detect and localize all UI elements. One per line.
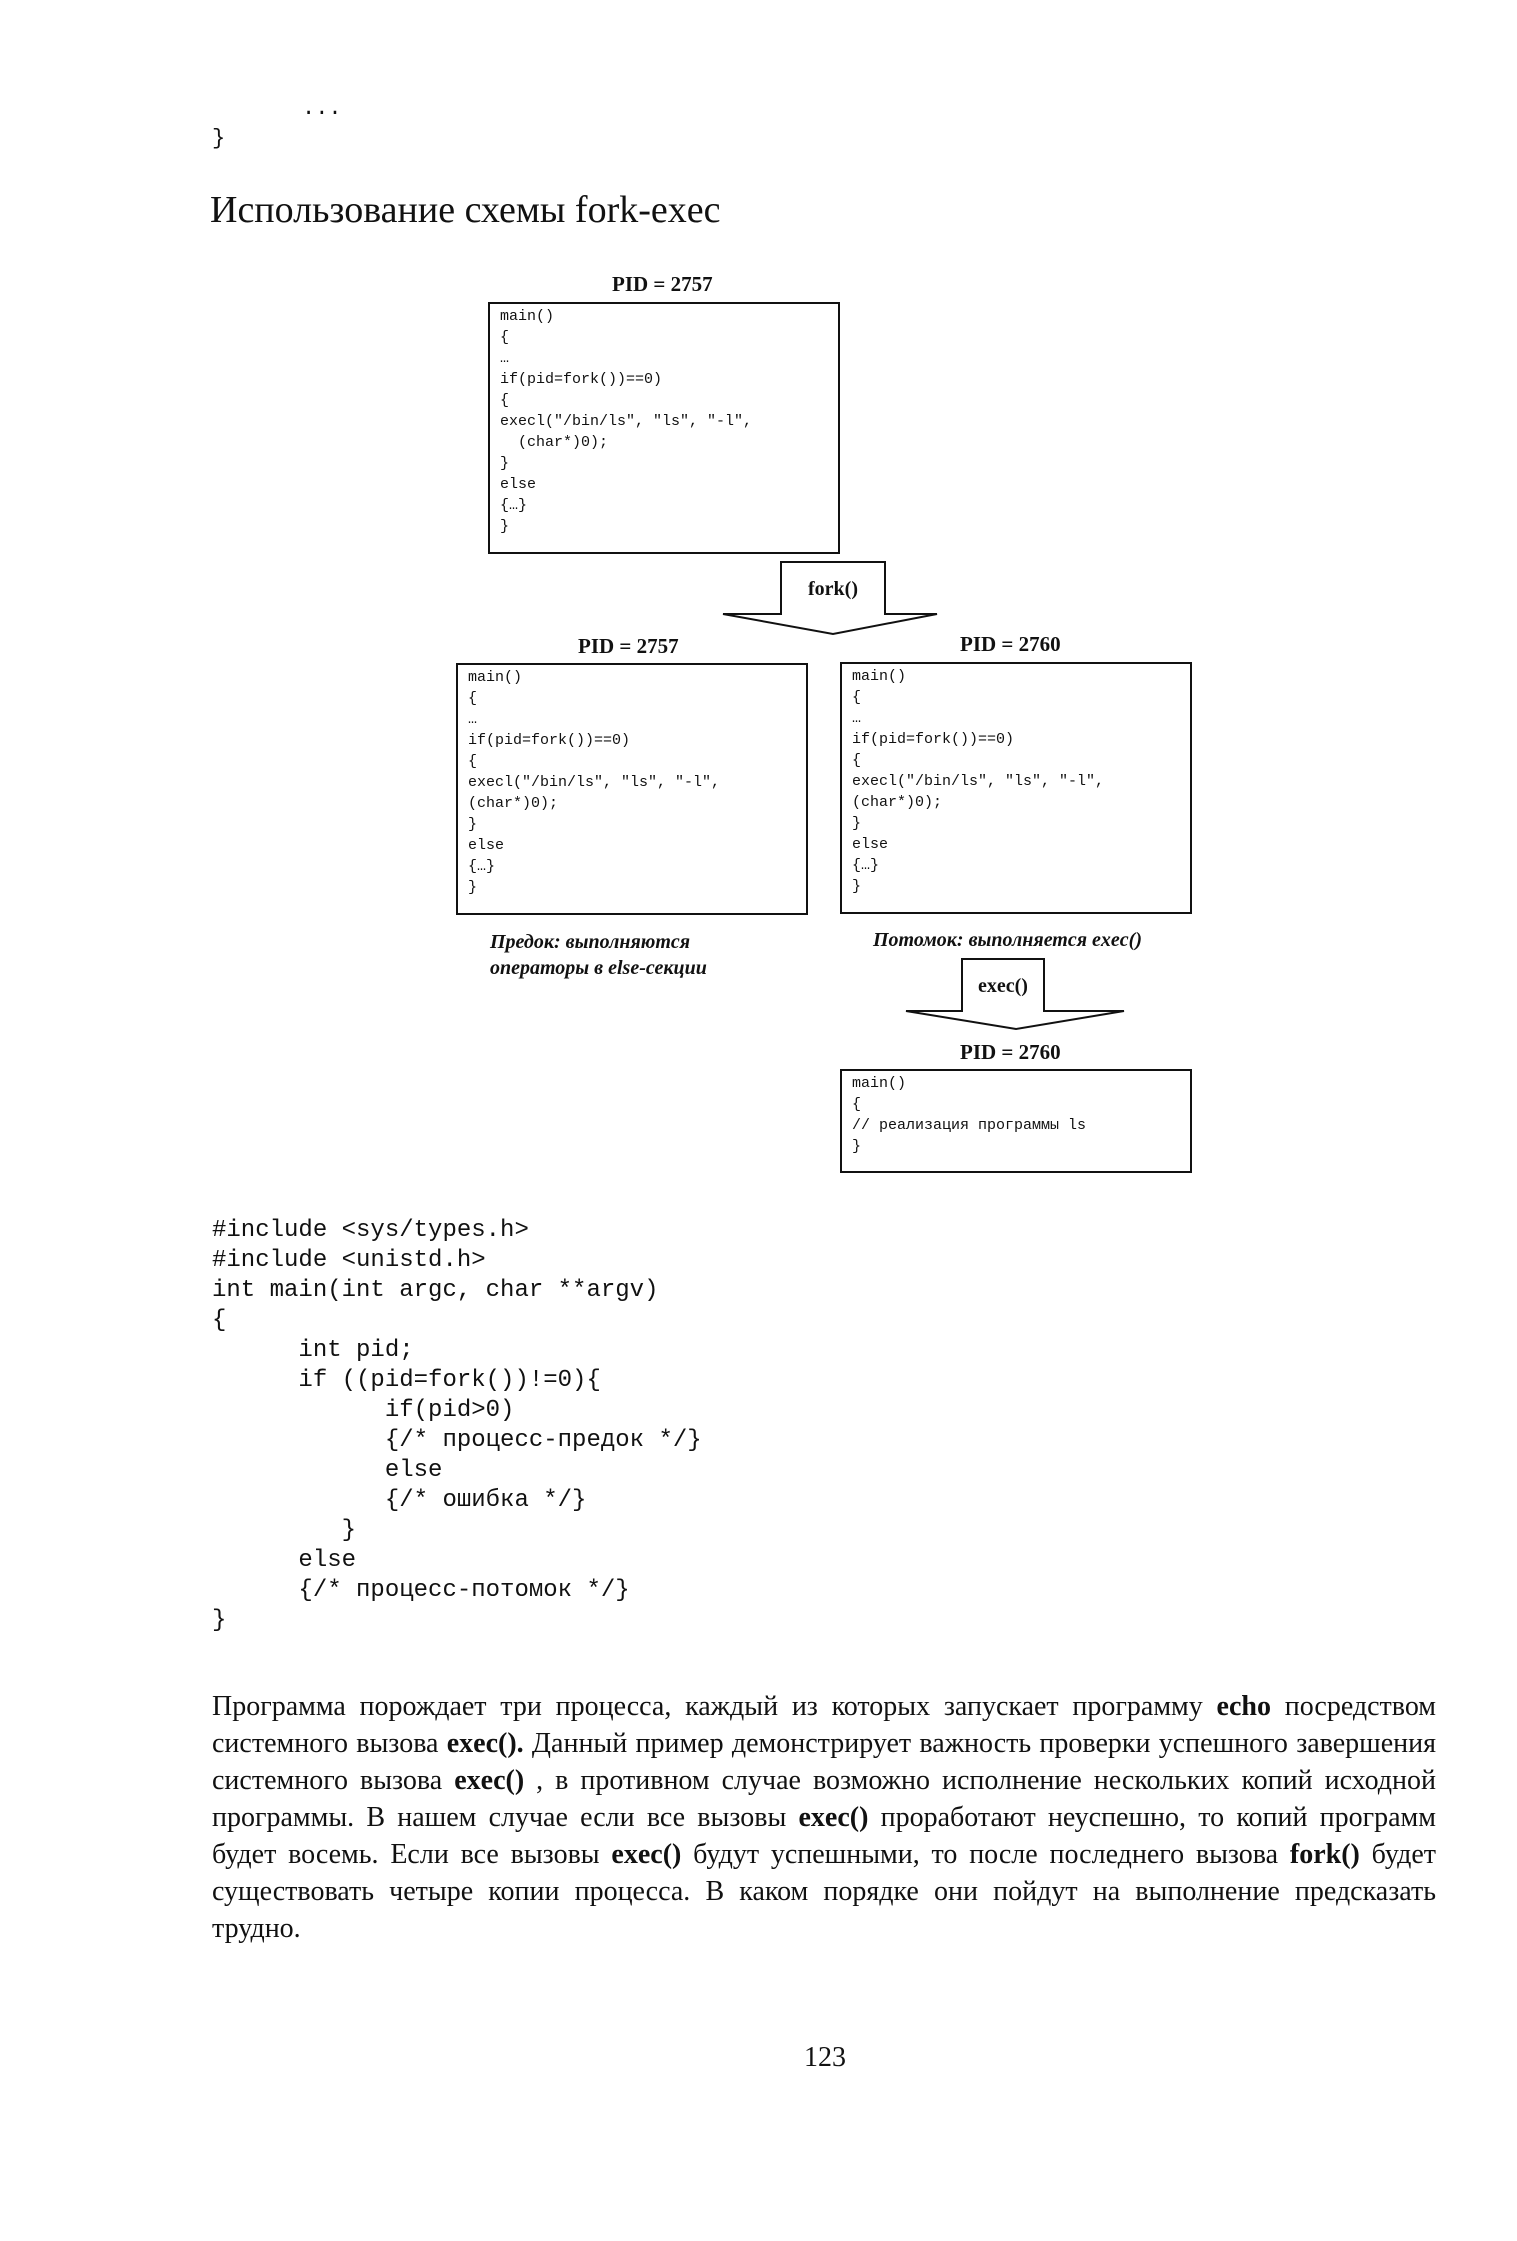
parent-code-line: (char*)0); xyxy=(500,434,609,451)
code-ellipsis: ... xyxy=(302,96,342,121)
left-code-line: else xyxy=(468,837,505,854)
code-closing-brace: } xyxy=(212,126,226,151)
listing-code-line: } xyxy=(212,1607,227,1634)
right-code-line: execl("/bin/ls", "ls", "-l", xyxy=(852,773,1105,790)
left-code-line: {…} xyxy=(468,858,496,875)
left-code-line: } xyxy=(468,816,478,833)
paragraph-bold-exec-3: exec() xyxy=(798,1802,869,1833)
right-caption: Потомок: выполняется exec() xyxy=(873,929,1142,951)
page-number: 123 xyxy=(804,2042,846,2073)
paragraph-bold-exec-2: exec() xyxy=(454,1765,525,1796)
listing-code-line: if(pid>0) xyxy=(212,1397,515,1424)
section-title: Использование схемы fork-exec xyxy=(210,189,721,231)
paragraph-text-1: Программа порождает три процесса, каждый из которых запускает программу xyxy=(212,1691,1217,1722)
final-code-line: main() xyxy=(852,1075,907,1092)
right-code-line: if(pid=fork())==0) xyxy=(852,731,1015,748)
parent-code-line: if(pid=fork())==0) xyxy=(500,371,663,388)
listing-code-line: #include <sys/types.h> xyxy=(212,1217,529,1244)
left-caption-line-2: операторы в else-секции xyxy=(490,957,707,979)
paragraph-text-7: будет существовать четыре копии процесса. В каком порядке они пойдут на выполнение предсказать трудно. xyxy=(212,1839,1436,1944)
right-code-line: {…} xyxy=(852,857,880,874)
parent-code-line: } xyxy=(500,518,510,535)
listing-code-line: else xyxy=(212,1547,357,1574)
listing-code-line: {/* ошибка */} xyxy=(212,1487,587,1514)
final-code-line: // реализация программы ls xyxy=(852,1117,1087,1134)
exec-arrow-label: exec() xyxy=(978,975,1028,997)
left-code-line: } xyxy=(468,879,478,896)
left-code-line: (char*)0); xyxy=(468,795,559,812)
final-code-line: { xyxy=(852,1096,862,1113)
paragraph-text-6: будут успешными, то после последнего вызова xyxy=(681,1839,1290,1870)
listing-code-line: } xyxy=(212,1517,357,1544)
parent-code-line: else xyxy=(500,476,537,493)
right-code-box xyxy=(840,662,1192,914)
right-code-line: } xyxy=(852,815,862,832)
listing-code-line: #include <unistd.h> xyxy=(212,1247,486,1274)
paragraph-bold-fork: fork() xyxy=(1289,1839,1360,1870)
explanation-paragraph xyxy=(212,1688,1436,1947)
listing-code-line: int pid; xyxy=(212,1337,414,1364)
paragraph-bold-exec-4: exec() xyxy=(611,1839,682,1870)
left-code-line: execl("/bin/ls", "ls", "-l", xyxy=(468,774,721,791)
listing-code-line: {/* процесс-потомок */} xyxy=(212,1577,630,1604)
paragraph-bold-exec-1: exec(). xyxy=(446,1728,524,1759)
listing-code-line: else xyxy=(212,1457,443,1484)
right-code-line: { xyxy=(852,689,862,706)
parent-code-line: execl("/bin/ls", "ls", "-l", xyxy=(500,413,753,430)
left-code-line: if(pid=fork())==0) xyxy=(468,732,631,749)
right-code-line: } xyxy=(852,878,862,895)
left-caption-line-1: Предок: выполняются xyxy=(490,931,691,953)
code-listing xyxy=(212,1216,702,1636)
parent-code-box xyxy=(488,302,840,554)
final-pid-label: PID = 2760 xyxy=(960,1040,1061,1064)
left-code-line: { xyxy=(468,690,478,707)
left-pid-label: PID = 2757 xyxy=(578,634,679,658)
left-code-box xyxy=(456,663,808,915)
left-code-line: … xyxy=(468,711,478,728)
parent-code-line: { xyxy=(500,392,510,409)
left-code-line: main() xyxy=(468,669,523,686)
parent-code-line: {…} xyxy=(500,497,528,514)
listing-code-line: { xyxy=(212,1307,227,1334)
paragraph-text-3: Данный пример демонстрирует важность проверки успешного завершения системного вызова xyxy=(212,1728,1436,1796)
parent-code-line: main() xyxy=(500,308,555,325)
parent-code-line: … xyxy=(500,350,510,367)
listing-code-line: {/* процесс-предок */} xyxy=(212,1427,702,1454)
right-code-line: else xyxy=(852,836,889,853)
paragraph-text-4: , в противном случае возможно исполнение нескольких копий исходной программы. В нашем случае если все вызовы xyxy=(212,1765,1437,1833)
right-code-line: main() xyxy=(852,668,907,685)
paragraph-text-2: посредством системного вызова xyxy=(212,1691,1436,1759)
final-code-box xyxy=(840,1069,1192,1173)
left-code-line: { xyxy=(468,753,478,770)
right-code-line: (char*)0); xyxy=(852,794,943,811)
right-pid-label: PID = 2760 xyxy=(960,632,1061,656)
final-code-line: } xyxy=(852,1138,862,1155)
parent-pid-label: PID = 2757 xyxy=(612,272,713,296)
parent-code-line: } xyxy=(500,455,510,472)
paragraph-bold-echo: echo xyxy=(1216,1691,1271,1722)
listing-code-line: if ((pid=fork())!=0){ xyxy=(212,1367,601,1394)
right-code-line: … xyxy=(852,710,862,727)
paragraph-text-5: проработают неуспешно, то копий программ будет восемь. Если все вызовы xyxy=(212,1802,1436,1870)
listing-code-line: int main(int argc, char **argv) xyxy=(212,1277,659,1304)
right-code-line: { xyxy=(852,752,862,769)
fork-arrow-label: fork() xyxy=(808,578,858,600)
parent-code-line: { xyxy=(500,329,510,346)
